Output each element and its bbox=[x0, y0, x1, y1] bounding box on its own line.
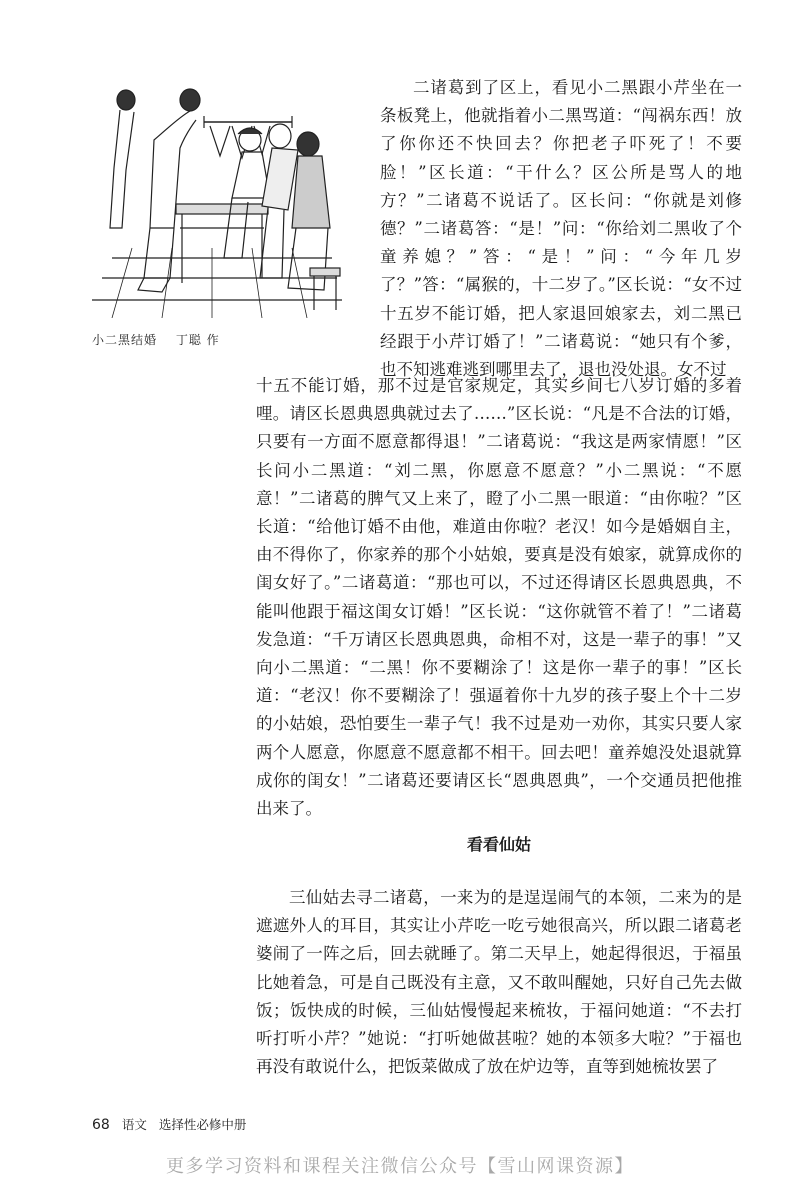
paragraph-top: 二诸葛到了区上，看见小二黑跟小芹坐在一条板凳上，他就指着小二黑骂道：“闯祸东西！放了你你还不快回去？你把老子吓死了！不要脸！”区长道：“干什么？区公所是骂人的地方？”二诸葛不说话了。区长问：“你就是刘修德？”二诸葛答：“是！”问：“你给刘二黑收了个童养媳？”答：“是！”问：“今年几岁了？”答：“属猴的，十二岁了。”区长说：“女不过十五岁不能订婚，把人家退回娘家去，刘二黑已经跟于小芹订婚了！”二诸葛说：“她只有个爹，也不知逃难逃到哪里去了，退也没处退。女不过 bbox=[380, 78, 742, 380]
section-heading: 看看仙姑 bbox=[466, 835, 531, 854]
caption-artist: 丁聪 作 bbox=[175, 333, 220, 347]
paragraph-bottom: 三仙姑去寻二诸葛，一来为的是逞逞闹气的本领，二来为的是遮遮外人的耳目，其实让小芹吃一吃亏她很高兴，所以跟二诸葛老婆闹了一阵之后，回去就睡了。第二天早上，她起得很迟，于福虽比她着急，可是自己既没有主意，又不敢叫醒她，只好自己先去做饭；饭快成的时候，三仙姑慢慢起来梳妆，于福问她道：“不去打听打听小芹？”她说：“打听她做甚啦？她的本领多大啦？”于福也再没有敢说什么，把饭菜做成了放在炉边等，直等到她梳妆罢了 bbox=[256, 888, 742, 1077]
xiao-erhei-wedding-illustration bbox=[92, 78, 344, 318]
footer-book: 选择性必修中册 bbox=[158, 1117, 247, 1132]
paragraph-main: 十五不能订婚，那不过是官家规定，其实乡间七八岁订婚的多着哩。请区长恩典恩典就过去了……”区长说：“凡是不合法的订婚，只要有一方面不愿意都得退！”二诸葛说：“我这是两家情愿！”区长问小二黑道：“刘二黑，你愿意不愿意？”小二黑说：“不愿意！”二诸葛的脾气又上来了，瞪了小二黑一眼道：“由你啦？”区长道：“给他订婚不由他，难道由你啦？老汉！如今是婚姻自主，由不得你了，你家养的那个小姑娘，要真是没有娘家，就算成你的闺女好了。”二诸葛道：“那也可以，不过还得请区长恩典恩典，不能叫他跟于福这闺女订婚！”区长说：“这你就管不着了！”二诸葛发急道：“千万请区长恩典恩典，命相不对，这是一辈子的事！”又向小二黑道：“二黑！你不要糊涂了！这是你一辈子的事！”区长道：“老汉！你不要糊涂了！强逼着你十九岁的孩子娶上个十二岁的小姑娘，恐怕要生一辈子气！我不过是劝一劝你，其实只要人家两个人愿意，你愿意不愿意都不相干。回去吧！童养媳没处退就算成你的闺女！”二诸葛还要请区长“恩典恩典”，一个交通员把他推出来了。 bbox=[256, 376, 742, 819]
page-footer bbox=[92, 1115, 246, 1133]
caption-title: 小二黑结婚 bbox=[92, 333, 158, 347]
page-number: 68 bbox=[92, 1117, 110, 1133]
illustration-caption bbox=[92, 331, 220, 348]
footer-subject: 语文 bbox=[121, 1117, 147, 1132]
watermark-text: 更多学习资料和课程关注微信公众号【雪山网课资源】 bbox=[166, 1156, 634, 1177]
